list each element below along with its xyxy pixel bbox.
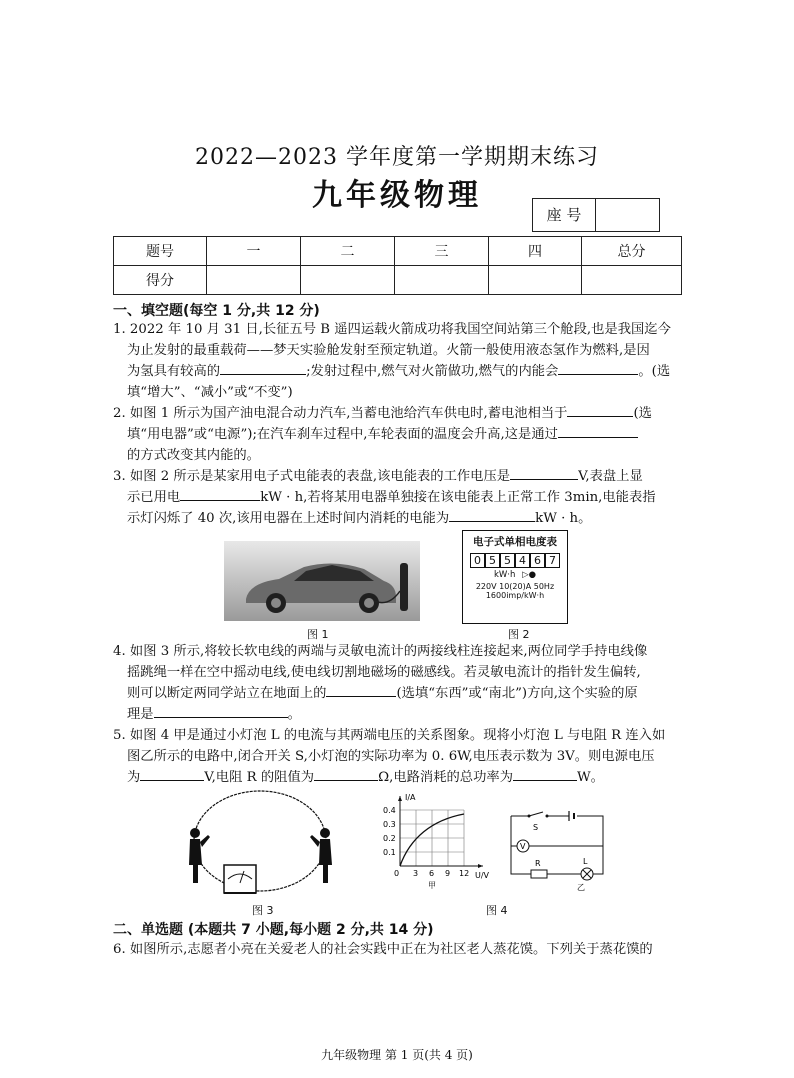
axis-label: I/A: [405, 793, 416, 802]
text: kW · h。: [535, 511, 592, 526]
meter-unit: kW·h: [493, 570, 516, 580]
text-line: 填“增大”、“减小”或“不变”): [127, 385, 293, 400]
meter-digits: [463, 553, 567, 568]
text: 3. 如图 2 所示是某家用电子式电能表的表盘,该电能表的工作电压是: [113, 469, 511, 484]
table-cell: 二: [301, 237, 395, 266]
text: W。: [577, 770, 604, 785]
text: 填“用电器”或“电源”);在汽车刹车过程中,车轮表面的温度会升高,这是通过: [127, 427, 558, 442]
answer-blank[interactable]: [180, 487, 260, 501]
table-cell: 得分: [114, 266, 207, 295]
score-cell[interactable]: [301, 266, 395, 295]
resistor-label: R: [535, 859, 541, 868]
seat-number-box: [532, 198, 660, 232]
meter-spec: 1600imp/kW·h: [485, 591, 545, 600]
text: 。(选: [638, 364, 671, 379]
score-table: [113, 236, 682, 295]
tick-label: 0.4: [383, 806, 396, 815]
answer-blank[interactable]: [140, 767, 204, 781]
question-3: [113, 466, 685, 529]
answer-blank[interactable]: [558, 424, 638, 438]
indicator-light-icon: ▷●: [522, 570, 537, 580]
text: ;发射过程中,燃气对火箭做功,燃气的内能会: [306, 364, 559, 379]
meter-digit: 5: [485, 553, 500, 568]
meter-title: 电子式单相电度表: [473, 536, 557, 548]
answer-blank[interactable]: [314, 767, 378, 781]
text-line: 1. 2022 年 10 月 31 日,长征五号 B 遥四运载火箭成功将我国空间站第三个舱段,也是我国迄今: [113, 322, 671, 337]
meter-spec: 220V 10(20)A 50Hz: [475, 582, 555, 591]
figure-caption: 图 4: [486, 904, 508, 917]
score-table-row: [114, 266, 682, 295]
table-cell: 总分: [582, 237, 682, 266]
tick-label: 3: [413, 869, 419, 878]
text-line: 摇跳绳一样在空中摇动电线,使电线切割地磁场的磁感线。若灵敏电流计的指针发生偏转,: [127, 665, 641, 680]
text-line: 5. 如图 4 甲是通过小灯泡 L 的电流与其两端电压的关系图象。现将小灯泡 L 与电阻 R 连入如: [113, 728, 666, 743]
text: V,电阻 R 的阻值为: [204, 770, 315, 785]
text: 为氢具有较高的: [127, 364, 221, 379]
text: Ω,电路消耗的总功率为: [378, 770, 513, 785]
question-6: 6. 如图所示,志愿者小亮在关爱老人的社会实践中正在为社区老人蒸花馍。下列关于蒸花馍的: [113, 942, 653, 957]
score-table-header-row: [114, 237, 682, 266]
tick-label: 0.2: [383, 834, 396, 843]
lamp-label: L: [583, 857, 588, 866]
answer-blank[interactable]: [154, 704, 288, 718]
tick-label: 0: [394, 869, 400, 878]
answer-blank[interactable]: [326, 683, 396, 697]
subject-title: 九年级物理: [312, 178, 482, 213]
question-1: [113, 319, 685, 403]
text: (选: [633, 406, 652, 421]
car-figure: [224, 541, 420, 621]
question-4: [113, 641, 685, 725]
tick-label: 0.1: [383, 848, 396, 857]
tick-label: 9: [445, 869, 451, 878]
answer-blank[interactable]: [567, 403, 633, 417]
iu-graph: [383, 792, 503, 890]
answer-blank[interactable]: [220, 361, 306, 375]
figure-caption: 图 1: [307, 628, 329, 641]
question-5: [113, 725, 685, 788]
text: 。: [287, 707, 301, 722]
answer-blank[interactable]: [449, 508, 535, 522]
table-cell: 四: [489, 237, 582, 266]
axis-label: U/V: [475, 871, 490, 880]
text: 理是: [127, 707, 154, 722]
answer-blank[interactable]: [510, 466, 578, 480]
text-line: 4. 如图 3 所示,将较长软电线的两端与灵敏电流计的两接线柱连接起来,两位同学手持电线像: [113, 644, 648, 659]
meter-digit: 6: [530, 553, 545, 568]
table-cell: 三: [395, 237, 489, 266]
voltmeter-label: V: [520, 842, 526, 851]
table-cell: 题号: [114, 237, 207, 266]
answer-blank[interactable]: [558, 361, 638, 375]
section-title: 一、填空题(每空 1 分,共 12 分): [113, 303, 320, 319]
seat-label: 座 号: [533, 199, 596, 231]
tick-label: 0.3: [383, 820, 396, 829]
answer-blank[interactable]: [513, 767, 577, 781]
text: (选填“东西”或“南北”)方向,这个实验的原: [396, 686, 638, 701]
score-cell[interactable]: [582, 266, 682, 295]
meter-digit: 5: [500, 553, 515, 568]
question-2: [113, 403, 685, 466]
text: 则可以断定两同学站立在地面上的: [127, 686, 327, 701]
score-cell[interactable]: [395, 266, 489, 295]
seat-number-field[interactable]: [596, 199, 659, 231]
tick-label: 12: [459, 869, 470, 878]
meter-digit: 0: [470, 553, 485, 568]
meter-digit: 7: [545, 553, 560, 568]
tick-label: 6: [429, 869, 435, 878]
sub-figure-label: 甲: [428, 881, 436, 890]
exam-title: 2022—2023 学年度第一学期期末练习: [195, 145, 599, 170]
table-cell: 一: [207, 237, 301, 266]
switch-label: S: [533, 823, 539, 832]
figure-caption: 图 3: [252, 904, 274, 917]
text: V,表盘上显: [578, 469, 643, 484]
figure-caption: 图 2: [508, 628, 530, 641]
score-cell[interactable]: [489, 266, 582, 295]
text: 2. 如图 1 所示为国产油电混合动力汽车,当蓄电池给汽车供电时,蓄电池相当于: [113, 406, 568, 421]
page-footer: 九年级物理 第 1 页(共 4 页): [321, 1048, 473, 1062]
section-title: 二、单选题 (本题共 7 小题,每小题 2 分,共 14 分): [113, 922, 434, 938]
circuit-diagram: [507, 808, 607, 892]
score-cell[interactable]: [207, 266, 301, 295]
text-line: 为止发射的最重载荷——梦天实验舱发射至预定轨道。火箭一般使用液态氢作为燃料,是因: [127, 343, 650, 358]
meter-digit: 4: [515, 553, 530, 568]
text: 示灯闪烁了 40 次,该用电器在上述时间内消耗的电能为: [127, 511, 450, 526]
sub-figure-label: 乙: [577, 883, 585, 892]
text-line: 图乙所示的电路中,闭合开关 S,小灯泡的实际功率为 0. 6W,电压表示数为 3V。则电源电压: [127, 749, 655, 764]
text-line: 的方式改变其内能的。: [127, 448, 260, 463]
text: kW · h,若将某用电器单独接在该电能表上正常工作 3min,电能表指: [260, 490, 656, 505]
energy-meter-figure: [462, 530, 568, 624]
text: 为: [127, 770, 141, 785]
text: 示已用电: [127, 490, 181, 505]
meter-unit-row: [463, 570, 567, 580]
skipping-wire-figure: [180, 787, 340, 899]
